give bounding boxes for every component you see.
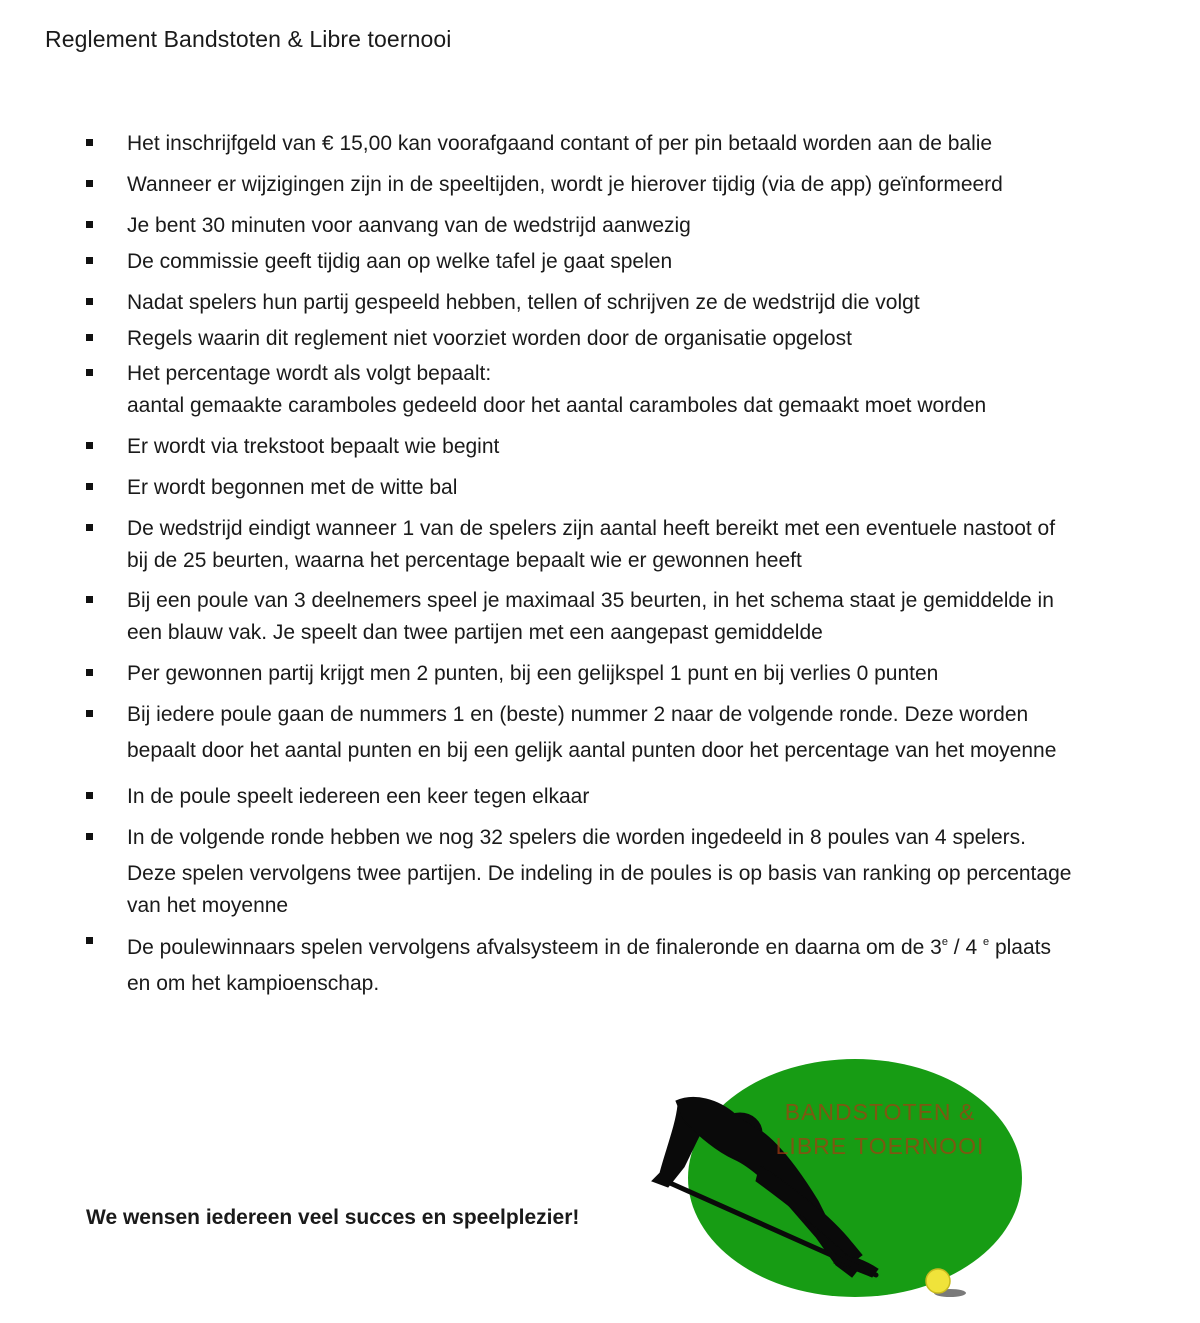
rule-text: In de poule speelt iedereen een keer tegen elkaar: [127, 785, 590, 808]
superscript: e: [941, 936, 948, 948]
bullet-square-icon: [86, 792, 93, 799]
rule-text: Bij iedere poule gaan de nummers 1 en (beste) nummer 2 naar de volgende ronde. Deze worden: [127, 703, 1029, 726]
rule-item: [86, 926, 1176, 1000]
tournament-logo: [640, 1055, 1030, 1305]
bullet-square-icon: [86, 937, 93, 944]
logo-text-line1: BANDSTOTEN &: [784, 1099, 976, 1125]
rule-item: [86, 658, 1176, 690]
rule-text-continuation: aantal gemaakte caramboles gedeeld door het aantal caramboles dat gemaakt moet worden: [127, 394, 987, 417]
superscript: e: [983, 936, 990, 948]
rule-text: Regels waarin dit reglement niet voorziet worden door de organisatie opgelost: [127, 327, 852, 350]
rule-item: [86, 169, 1176, 201]
rule-text: Het inschrijfgeld van € 15,00 kan voorafgaand contant of per pin betaald worden aan de balie: [127, 132, 993, 155]
rule-item: [86, 287, 1176, 319]
rule-item: [86, 699, 1176, 767]
bullet-square-icon: [86, 833, 93, 840]
bullet-square-icon: [86, 710, 93, 717]
rule-item: [86, 472, 1176, 504]
bullet-square-icon: [86, 596, 93, 603]
rule-text-continuation: van het moyenne: [127, 894, 289, 917]
rule-item: [86, 781, 1176, 813]
rule-text: Per gewonnen partij krijgt men 2 punten, bij een gelijkspel 1 punt en bij verlies 0 punten: [127, 662, 939, 685]
rule-text: In de volgende ronde hebben we nog 32 spelers die worden ingedeeld in 8 poules van 4 spelers.: [127, 826, 1026, 849]
rule-text: Er wordt begonnen met de witte bal: [127, 476, 458, 499]
rule-item: [86, 128, 1176, 160]
rule-text: Je bent 30 minuten voor aanvang van de wedstrijd aanwezig: [127, 214, 691, 237]
bullet-square-icon: [86, 221, 93, 228]
bullet-square-icon: [86, 180, 93, 187]
rule-item: [86, 431, 1176, 463]
yellow-ball-icon: [926, 1269, 950, 1293]
rule-text: Er wordt via trekstoot bepaalt wie begint: [127, 435, 500, 458]
bullet-square-icon: [86, 442, 93, 449]
rule-text: Het percentage wordt als volgt bepaalt:: [127, 362, 492, 385]
rule-text: Bij een poule van 3 deelnemers speel je maximaal 35 beurten, in het schema staat je gemiddelde in: [127, 589, 1054, 612]
bullet-square-icon: [86, 669, 93, 676]
bullet-square-icon: [86, 298, 93, 305]
rule-text-continuation: bij de 25 beurten, waarna het percentage bepaalt wie er gewonnen heeft: [127, 549, 802, 572]
logo-graphic: [640, 1055, 1030, 1305]
rule-item: [86, 246, 1176, 278]
rule-text: De poulewinnaars spelen vervolgens afvalsysteem in de finaleronde en daarna om de 3e / 4 $^e$ plaats: [127, 936, 1051, 959]
bullet-square-icon: [86, 334, 93, 341]
rule-text: De wedstrijd eindigt wanneer 1 van de spelers zijn aantal heeft bereikt met een eventuele nastoot of: [127, 517, 1056, 540]
rule-item: [86, 323, 1176, 355]
rule-text: Wanneer er wijzigingen zijn in de speeltijden, wordt je hierover tijdig (via de app) geïnformeerd: [127, 173, 1003, 196]
bullet-square-icon: [86, 257, 93, 264]
rule-item: [86, 513, 1176, 577]
rule-item: [86, 358, 1176, 422]
rule-text-continuation: bepaalt door het aantal punten en bij een gelijk aantal punten door het percentage van het moyenne: [127, 739, 1057, 762]
rule-text-continuation: Deze spelen vervolgens twee partijen. De indeling in de poules is op basis van ranking op percentage: [127, 862, 1072, 885]
logo-text: [760, 1095, 1000, 1163]
bullet-square-icon: [86, 139, 93, 146]
rule-text: Nadat spelers hun partij gespeeld hebben, tellen of schrijven ze de wedstrijd die volgt: [127, 291, 920, 314]
bullet-square-icon: [86, 483, 93, 490]
bullet-square-icon: [86, 524, 93, 531]
bullet-square-icon: [86, 369, 93, 376]
document-title: Reglement Bandstoten & Libre toernooi: [45, 26, 452, 52]
rule-text-continuation: een blauw vak. Je speelt dan twee partijen met een aangepast gemiddelde: [127, 621, 823, 644]
rule-item: [86, 210, 1176, 242]
rule-text: De commissie geeft tijdig aan op welke tafel je gaat spelen: [127, 250, 673, 273]
rule-text-continuation: en om het kampioenschap.: [127, 972, 380, 995]
rule-item: [86, 822, 1176, 922]
rule-item: [86, 585, 1176, 649]
logo-text-line2: LIBRE TOERNOOI: [775, 1133, 985, 1159]
closing-message: We wensen iedereen veel succes en speelplezier!: [86, 1206, 580, 1229]
